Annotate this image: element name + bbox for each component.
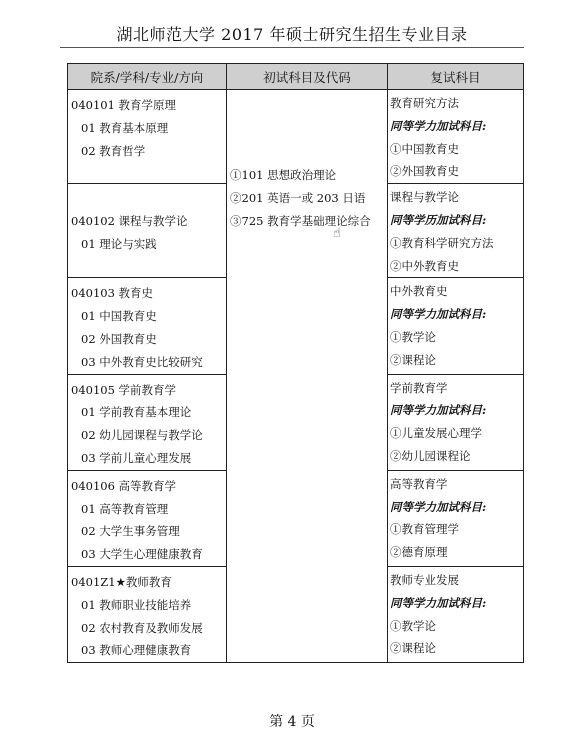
- retest-additional-item: ①儿童发展心理学: [390, 426, 482, 441]
- retest-subject: 教师专业发展: [390, 572, 459, 587]
- table-row: [68, 90, 524, 184]
- retest-subject: 教育研究方法: [390, 96, 459, 110]
- direction-item: 01 理论与实践: [81, 236, 157, 251]
- retest-additional-item: ①中国教育史: [390, 141, 459, 156]
- retest-subject: 中外教育史: [390, 284, 448, 299]
- hand-cursor-icon: ☝: [333, 226, 341, 241]
- major-title: 040105 学前教育学: [71, 382, 177, 397]
- direction-item: 02 外国教育史: [81, 331, 157, 346]
- retest-additional-label: 同等学力加试科目:: [390, 307, 487, 322]
- retest-additional-label: 同等学力加试科目:: [390, 118, 487, 133]
- direction-item: 01 中国教育史: [81, 309, 157, 324]
- direction-item: 03 学前儿童心理发展: [81, 450, 192, 465]
- direction-item: 01 教育基本原理: [81, 120, 169, 135]
- table-header-row: [68, 64, 524, 90]
- direction-item: 03 教师心理健康教育: [81, 643, 192, 658]
- retest-additional-item: ①教育科学研究方法: [390, 235, 494, 250]
- exam-subjects-cell: [227, 90, 388, 663]
- header-exam-subjects: 初试科目及代码: [227, 64, 388, 90]
- page-title: 湖北师范大学 2017 年硕士研究生招生专业目录: [116, 25, 468, 44]
- retest-additional-label: 同等学力加试科目:: [390, 595, 487, 610]
- major-cell: [68, 566, 227, 662]
- retest-additional-item: ①教育管理学: [390, 522, 459, 537]
- retest-cell: [388, 374, 524, 470]
- retest-cell: [388, 184, 524, 278]
- exam-subject-item: ②201 英语一或 203 日语: [230, 190, 366, 205]
- major-cell: [68, 374, 227, 470]
- retest-cell: [388, 278, 524, 374]
- catalog-table: [67, 63, 524, 663]
- major-cell: [68, 278, 227, 374]
- major-title: 040102 课程与教学论: [71, 214, 188, 229]
- direction-item: 01 学前教育基本理论: [81, 405, 192, 420]
- retest-additional-item: ②中外教育史: [390, 258, 459, 273]
- title-divider: [60, 47, 524, 48]
- major-cell: [68, 184, 227, 278]
- retest-subject: 课程与教学论: [390, 190, 459, 205]
- major-title: 040106 高等教育学: [71, 478, 177, 493]
- retest-subject: 高等教育学: [390, 476, 448, 491]
- direction-item: 03 中外教育史比较研究: [81, 354, 203, 369]
- direction-item: 02 教育哲学: [81, 143, 146, 158]
- direction-item: 02 大学生事务管理: [81, 524, 180, 539]
- retest-additional-item: ②外国教育史: [390, 164, 459, 179]
- header-major: 院系/学科/专业/方向: [68, 64, 227, 90]
- retest-additional-item: ②德育原理: [390, 545, 448, 560]
- direction-item: 01 高等教育管理: [81, 501, 169, 516]
- direction-item: 02 幼儿园课程与教学论: [81, 428, 203, 443]
- major-cell: [68, 90, 227, 184]
- retest-cell: [388, 566, 524, 662]
- retest-subject: 学前教育学: [390, 380, 448, 395]
- direction-item: 01 教师职业技能培养: [81, 597, 192, 612]
- retest-additional-item: ①教学论: [390, 618, 436, 633]
- exam-subject-item: ①101 思想政治理论: [230, 168, 337, 182]
- retest-additional-item: ①教学论: [390, 329, 436, 344]
- retest-additional-label: 同等学力加试科目:: [390, 499, 487, 514]
- page-number: 第 4 页: [269, 714, 315, 730]
- major-cell: [68, 470, 227, 566]
- major-title: 040101 教育学原理: [71, 98, 177, 112]
- major-title: 040103 教育史: [71, 286, 154, 301]
- header-retest-subjects: 复试科目: [388, 64, 524, 90]
- retest-cell: [388, 90, 524, 184]
- retest-additional-item: ②课程论: [390, 352, 436, 367]
- retest-cell: [388, 470, 524, 566]
- major-title: 0401Z1★教师教育: [71, 574, 172, 589]
- retest-additional-label: 同等学历加试科目:: [390, 212, 487, 227]
- direction-item: 02 农村教育及教师发展: [81, 620, 203, 635]
- retest-additional-item: ②课程论: [390, 641, 436, 656]
- direction-item: 03 大学生心理健康教育: [81, 547, 203, 562]
- retest-additional-label: 同等学力加试科目:: [390, 403, 487, 418]
- exam-subject-item: ③725 教育学基础理论综合: [230, 213, 371, 228]
- retest-additional-item: ②幼儿园课程论: [390, 448, 471, 463]
